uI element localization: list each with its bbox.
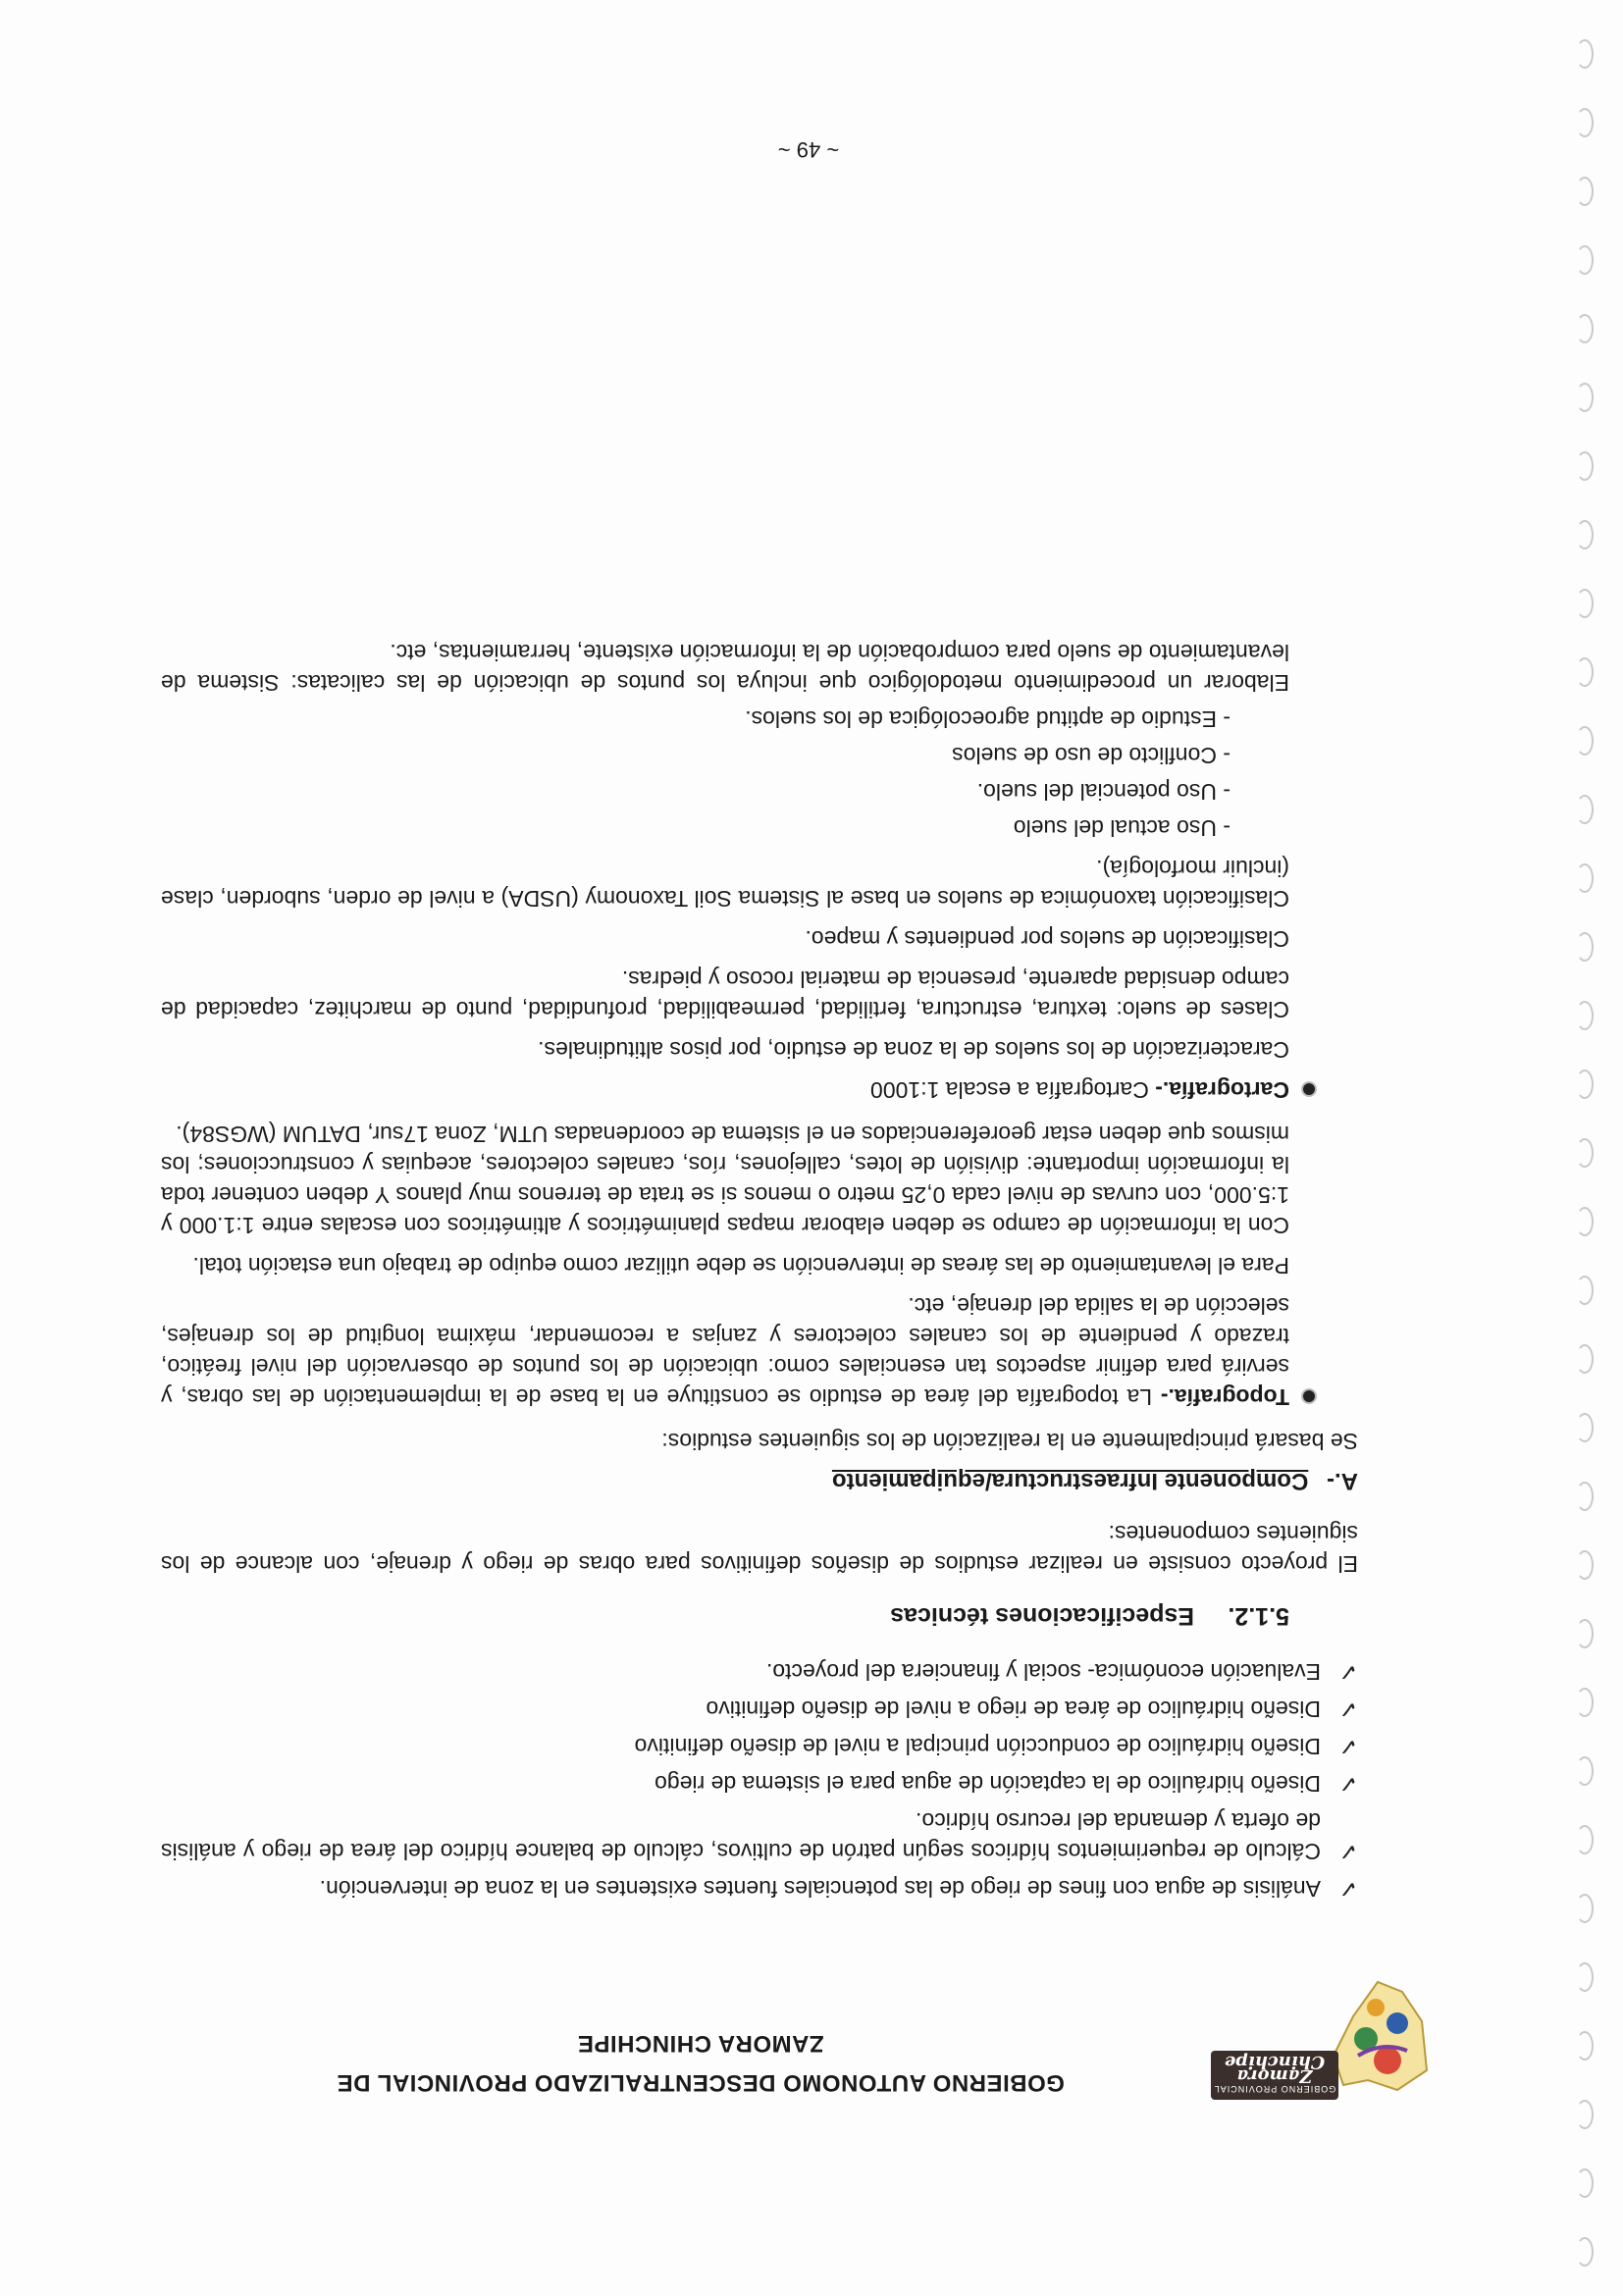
binder-hole	[1576, 1756, 1594, 1786]
checklist-item	[161, 1656, 1358, 1687]
checklist-item-text: Evaluación económica- social y financiera del proyecto.	[765, 1659, 1321, 1685]
document-body	[161, 627, 1358, 1904]
bullet-icon	[1301, 1388, 1317, 1404]
binder-holes	[1562, 20, 1601, 2267]
binder-hole	[1576, 932, 1594, 962]
binder-hole	[1576, 589, 1594, 618]
binder-hole	[1576, 245, 1594, 275]
checkmark-icon: ✓	[1337, 1696, 1358, 1722]
checklist-item	[161, 1873, 1358, 1904]
cartografia-sub-item: - Uso actual del suelo	[1013, 815, 1230, 841]
binder-hole	[1576, 39, 1594, 69]
binder-hole	[1576, 1344, 1594, 1374]
organization-title	[210, 2023, 1191, 2102]
binder-hole	[1576, 314, 1594, 343]
checkmark-icon: ✓	[1337, 1770, 1358, 1797]
checklist-item	[161, 1768, 1358, 1799]
checkmark-icon: ✓	[1337, 1658, 1358, 1685]
provincial-logo	[1191, 1972, 1437, 2110]
binder-hole	[1576, 1482, 1594, 1511]
binder-hole	[1576, 108, 1594, 137]
logo-badge	[1211, 2051, 1338, 2100]
topografia-text: La topografía del área de estudio se constituye en la base de la implementación de las obras, y servirá para definir aspectos tan esenciales como: ubicación de los puntos de observación del nivel freático, trazado y pendiente de los canales colectores y zanjas a recomendar, máxima longitud de los drenajes, selección de la salida del drenaje, etc.	[161, 1293, 1289, 1410]
checklist-item	[161, 1694, 1358, 1724]
checkmark-icon: ✓	[1337, 1733, 1358, 1759]
binder-hole	[1576, 1688, 1594, 1717]
cartografia-block	[161, 1074, 1358, 1105]
topografia-paragraph	[161, 1290, 1289, 1412]
binder-hole	[1576, 1207, 1594, 1236]
binder-hole	[1576, 2237, 1594, 2267]
bullet-icon	[1301, 1081, 1317, 1097]
cartografia-paragraph	[161, 1074, 1289, 1105]
logo-large-text: Zamora Chinchipe	[1224, 2052, 1326, 2086]
checklist-item-text: Diseño hidráulico de la captación de agua para el sistema de riego	[654, 1771, 1321, 1797]
topografia-maps: Con la información de campo se deben elaborar mapas planimétricos y altimétricos con escalas entre 1:1.000 y 1:5.000, con curvas de nivel cada 0,25 metro o menos si se trata de terrenos muy planos Y deben contener toda la información importante: división de lotes, callejones, ríos, canales colectores, acequias y construcciones; los mismos que deben estar georeferenciados en el sistema de coordenadas UTM, Zona 17sur, DATUM (WGS84).	[161, 1122, 1289, 1238]
component-lead: Se basará principalmente en la realización de los siguientes estudios:	[661, 1429, 1358, 1454]
page-header	[161, 1972, 1437, 2110]
checklist-item-text: Cálculo de requerimientos hídricos según patrón de cultivos, cálculo de balance hídrico del área de riego y análisis de oferta y demanda del recurso hídrico.	[161, 1808, 1321, 1864]
component-heading	[161, 1466, 1358, 1496]
binder-hole	[1576, 383, 1594, 412]
organization-title-line2: ZAMORA CHINCHIPE	[577, 2030, 824, 2057]
checklist-item-text: Análisis de agua con fines de riego de las potenciales fuentes existentes en la zona de intervención.	[319, 1876, 1321, 1902]
binder-hole	[1576, 2168, 1594, 2198]
binder-hole	[1576, 1001, 1594, 1030]
deliverables-checklist	[161, 1656, 1358, 1904]
cartografia-text: Cartografía a escala 1:1000	[870, 1077, 1156, 1103]
binder-hole	[1576, 2100, 1594, 2129]
binder-hole	[1576, 1138, 1594, 1168]
logo-emblem-icon	[1329, 1972, 1437, 2110]
cartografia-soils: Caracterización de los suelos de la zona de estudio, por pisos altitudinales.	[538, 1037, 1289, 1063]
component-title: Componente Infraestructura/equipamiento	[831, 1468, 1309, 1494]
section-title: Especificaciones técnicas	[890, 1602, 1195, 1630]
organization-title-line1: GOBIERNO AUTONOMO DESCENTRALIZADO PROVINCIAL DE	[337, 2069, 1065, 2096]
binder-hole	[1576, 1550, 1594, 1580]
checkmark-icon: ✓	[1337, 1875, 1358, 1902]
topografia-equipment: Para el levantamiento de las áreas de intervención se debe utilizar como equipo de trabajo una estación total.	[192, 1253, 1289, 1278]
topografia-block	[161, 1290, 1358, 1412]
checklist-item	[161, 1805, 1358, 1866]
binder-hole	[1576, 657, 1594, 687]
section-heading	[161, 1600, 1289, 1631]
topografia-label: Topografía.-	[1160, 1384, 1289, 1410]
cartografia-sub-item: - Uso potencial del suelo.	[976, 779, 1230, 805]
binder-hole	[1576, 1413, 1594, 1442]
binder-hole	[1576, 726, 1594, 756]
binder-hole	[1576, 451, 1594, 481]
checkmark-icon: ✓	[1337, 1838, 1358, 1864]
binder-hole	[1576, 1276, 1594, 1305]
checklist-item	[161, 1731, 1358, 1761]
binder-hole	[1576, 1962, 1594, 1992]
binder-hole	[1576, 1619, 1594, 1648]
component-prefix: A.-	[1327, 1468, 1358, 1494]
intro-paragraph: El proyecto consiste en realizar estudios de diseños definitivos para obras de riego y drenaje, con alcance de los siguientes componentes:	[161, 1521, 1358, 1577]
section-number: 5.1.2.	[1228, 1602, 1289, 1630]
cartografia-slopes: Clasificación de suelos por pendientes y mapeo.	[805, 926, 1289, 952]
binder-hole	[1576, 795, 1594, 824]
binder-hole	[1576, 2031, 1594, 2061]
checklist-item-text: Diseño hidráulico de conducción principal a nivel de diseño definitivo	[634, 1734, 1321, 1759]
cartografia-label: Cartografía.-	[1155, 1077, 1289, 1103]
cartografia-sub-item: - Estudio de aptitud agroecológica de los suelos.	[745, 706, 1230, 732]
cartografia-sub-item: - Conflicto de uso de suelos	[952, 743, 1230, 768]
binder-hole	[1576, 520, 1594, 549]
binder-hole	[1576, 1070, 1594, 1099]
cartografia-taxonomy: Clasificación taxonómica de suelos en base al Sistema Soil Taxonomy (USDA) a nivel de orden, suborden, clase (incluir morfología).	[161, 856, 1289, 912]
binder-hole	[1576, 1894, 1594, 1923]
page-number: ~ 49 ~	[777, 137, 840, 162]
cartografia-methodology: Elaborar un procedimiento metodológico que incluya los puntos de ubicación de las calicatas: Sistema de levantamiento de suelo para comprobación de la información existente, herramientas, etc.	[161, 640, 1289, 696]
logo-small-text: GOBIERNO PROVINCIAL	[1213, 2084, 1336, 2094]
binder-hole	[1576, 1825, 1594, 1854]
cartografia-soil-classes: Clases de suelo: textura, estructura, fertilidad, permeabilidad, profundidad, punto de marchitez, capacidad de campo densidad aparente, presencia de material rocoso y piedras.	[161, 966, 1289, 1022]
checklist-item-text: Diseño hidráulico de área de riego a nivel de diseño definitivo	[706, 1696, 1321, 1722]
binder-hole	[1576, 863, 1594, 893]
binder-hole	[1576, 177, 1594, 206]
